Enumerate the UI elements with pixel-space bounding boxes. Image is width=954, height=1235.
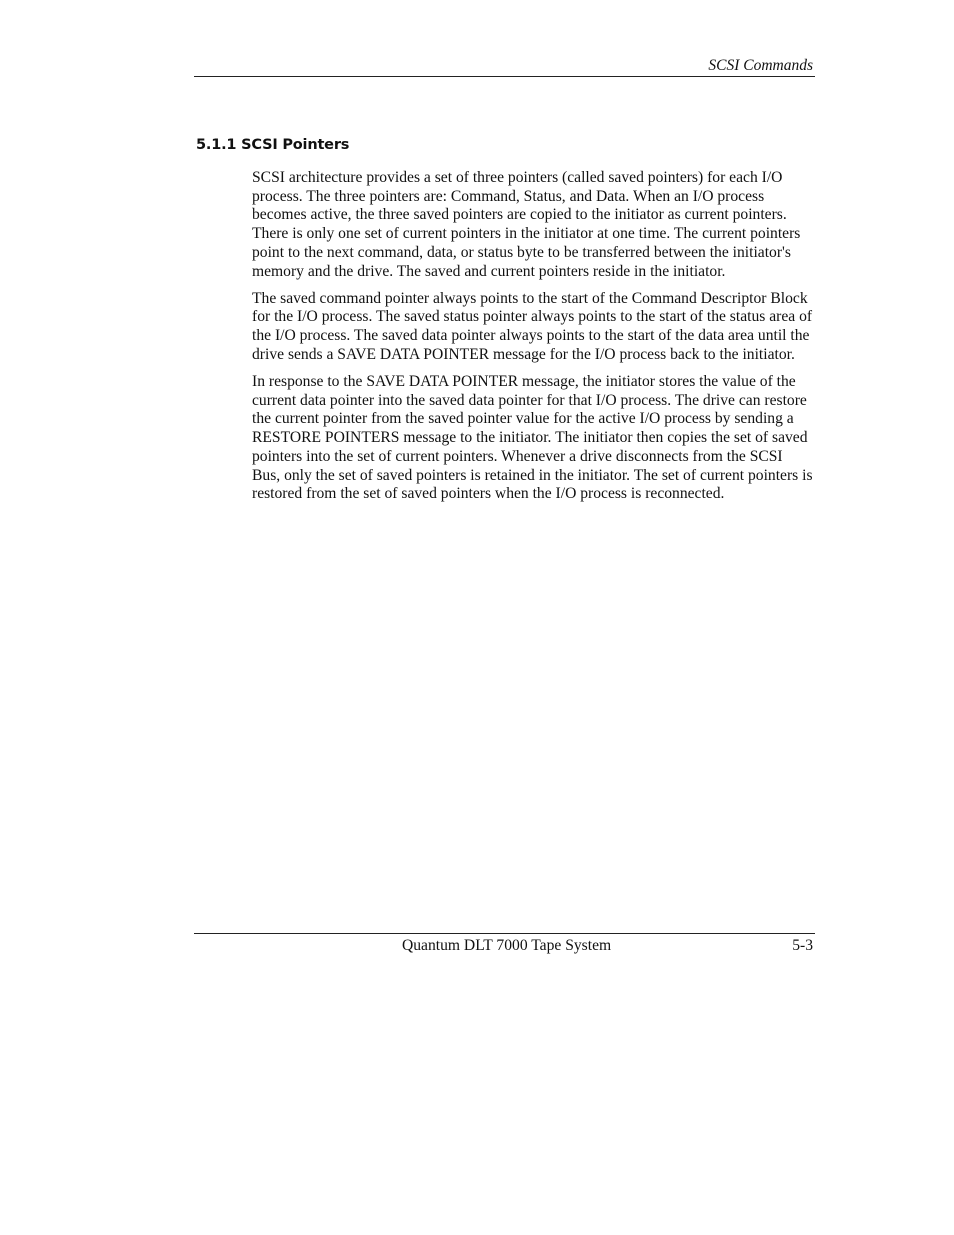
footer-document-title: Quantum DLT 7000 Tape System — [402, 937, 612, 954]
paragraph-3: In response to the SAVE DATA POINTER message, the initiator stores the value of the current data pointer into the saved data pointer for that I/O process. The drive can restore the current pointer from the saved pointer value for the active I/O process by sending a RESTORE POINTERS message to the initiator. The initiator then copies the set of saved pointers into the set of current pointers. Whenever a drive disconnects from the SCSI Bus, only the set of saved pointers is retained in the initiator. The set of current pointers is restored from the set of saved pointers when the I/O process is reconnected. — [252, 373, 813, 503]
running-header-title: SCSI Commands — [708, 57, 813, 74]
footer-page-number: 5-3 — [792, 937, 813, 954]
paragraph-2: The saved command pointer always points to the start of the Command Descriptor Block for the I/O process. The saved status pointer always points to the start of the status area of the I/O process. The saved data pointer always points to the start of the data area until the drive sends a SAVE DATA POINTER message for the I/O process back to the initiator. — [252, 289, 813, 363]
running-footer — [194, 933, 815, 958]
section-body — [252, 169, 814, 512]
paragraph-1: SCSI architecture provides a set of three pointers (called saved pointers) for each I/O process. The three pointers are: Command, Status, and Data. When an I/O process becomes active, the three saved pointers are copied to the initiator as current pointers. There is only one set of current pointers in the initiator at one time. The current pointers point to the next command, data, or status byte to be transferred between the initiator's memory and the drive. The saved and current pointers reside in the initiator. — [252, 169, 801, 280]
section-heading: 5.1.1 SCSI Pointers — [196, 137, 350, 153]
running-header — [194, 55, 815, 77]
